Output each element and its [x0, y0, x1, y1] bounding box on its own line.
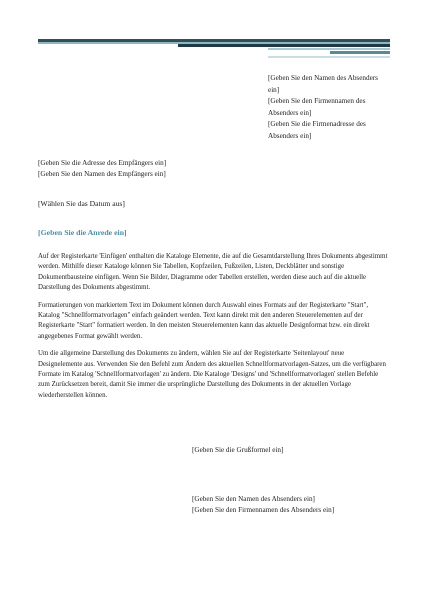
signature-line: [Geben Sie den Namen des Absenders ein] — [192, 495, 315, 503]
signature-block[interactable] — [192, 494, 392, 516]
salutation-field[interactable]: [Geben Sie die Anrede ein] — [38, 228, 127, 237]
sender-line: Absenders ein] — [268, 108, 312, 117]
header-decoration-bar — [330, 51, 390, 54]
body-paragraph: Formatierungen von markiertem Text im Dokument können durch Auswahl eines Formats auf der Registerkarte "Start", Katalog "Schnellformatvorlagen" einfach geändert werden. Text kann direkt mit den anderen Steuerelementen auf der Registerkarte "Start" formatiert werden. In den meisten Steuerelementen kann das aktuelle Designformat bzw. ein direkt angegebenes Format gewählt werden. — [38, 301, 370, 340]
body-paragraph: Auf der Registerkarte 'Einfügen' enthalten die Kataloge Elemente, die auf die Gesamtdarstellung Ihres Dokuments abgestimmt werden. Mithilfe dieser Kataloge können Sie Tabellen, Kopfzeilen, Fußzeilen, Listen, Deckblätter und sonstige Dokumentbausteine einfügen. Wenn Sie Bilder, Diagramme oder Tabellen erstellen, werden diese auch auf die aktuelle Darstellung des Dokuments abgestimmt. — [38, 253, 388, 292]
sender-line: ein] — [268, 85, 280, 94]
recipient-line: [Geben Sie die Adresse des Empfängers ein] — [38, 159, 167, 167]
sender-address-block[interactable] — [268, 73, 398, 143]
sender-line: [Geben Sie die Firmenadresse des — [268, 120, 366, 129]
header-decoration-bar — [268, 48, 390, 50]
sender-line: [Geben Sie den Firmennamen des — [268, 97, 366, 106]
closing-field[interactable]: [Geben Sie die Grußformel ein] — [192, 446, 284, 454]
signature-line: [Geben Sie den Firmennamen des Absenders ein] — [192, 506, 335, 514]
recipient-line: [Geben Sie den Namen des Empfängers ein] — [38, 170, 166, 179]
date-field[interactable]: [Wählen Sie das Datum aus] — [38, 199, 125, 208]
letter-body[interactable] — [38, 252, 388, 408]
header-decoration-bar — [178, 44, 390, 47]
body-paragraph: Um die allgemeine Darstellung des Dokuments zu ändern, wählen Sie auf der Registerkarte 'Seitenlayout' neue Designelemente aus. Verwenden Sie den Befehl zum Ändern des aktuellen Schnellformatvorlagen-Satzes, um die verfügbaren Formate im Katalog 'Schnellformatvorlagen' zu ändern. Die Kataloge 'Designs' und 'Schnellformatvorlagen' stellen Befehle zum Zurücksetzen bereit, damit Sie immer die ursprüngliche Darstellung des Dokuments in der aktuellen Vorlage wiederherstellen können. — [38, 350, 386, 399]
sender-line: Absenders ein] — [268, 131, 312, 140]
recipient-address-block[interactable] — [38, 158, 278, 180]
sender-line: [Geben Sie den Namen des Absenders — [268, 74, 378, 82]
header-decoration-bar — [268, 56, 390, 58]
